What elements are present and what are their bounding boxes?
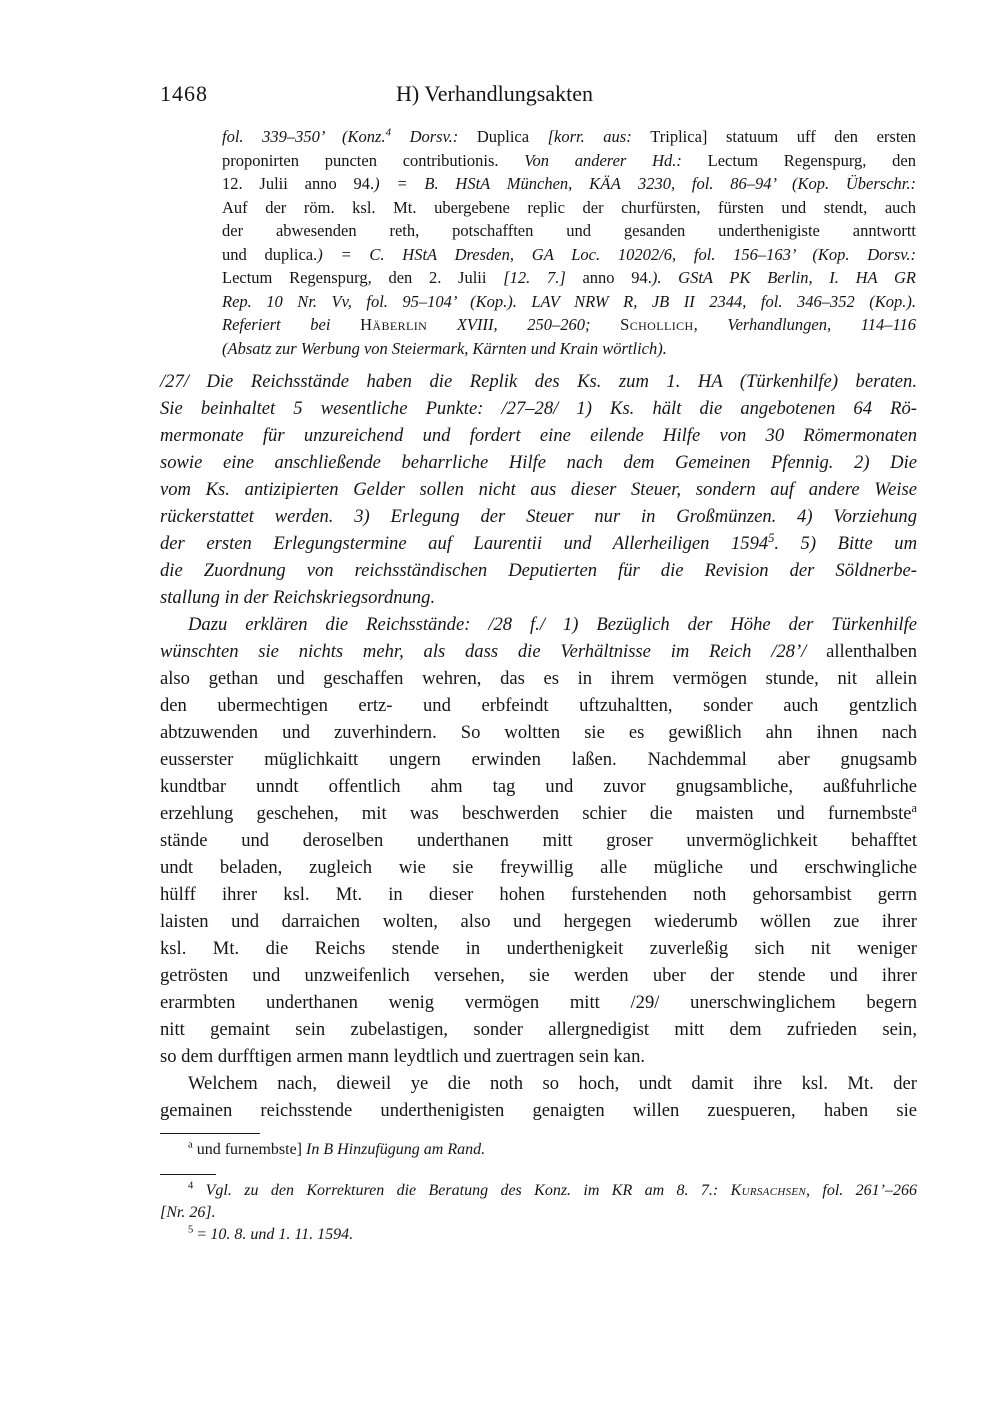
text-segment: Häberlin (360, 315, 428, 334)
text-line (160, 1016, 917, 1043)
text-segment: ksl. Mt. die Reichs stende in underthenigkeit zuverleßig sich nit weniger (160, 938, 917, 959)
text-line (160, 1224, 917, 1246)
text-segment: getrösten und unzweifenlich versehen, sie werden uber der stende und ihrer (160, 965, 917, 986)
text-segment: ) = C. HStA Dresden, GA Loc. 10202/6, fol. 156–163’ (Kop. Dorsv.: (317, 244, 916, 264)
text-segment: sowie eine anschließende beharrliche Hilfe nach dem Gemeinen Pfennig. 2) Die (160, 452, 917, 473)
text-line (160, 827, 917, 854)
text-segment: Rep. 10 Nr. Vv, fol. 95–104’ (Kop.). LAV NRW R, JB II 2344, fol. 346–352 (Kop.). (222, 291, 916, 311)
text-segment: [Nr. 26]. (160, 1204, 216, 1221)
text-segment: eusserster müglichkaitt ungern erwinden laßen. Nachdemmal aber gnugsamb (160, 749, 917, 770)
text-line (160, 557, 917, 584)
text-segment: die Zuordnung von reichsständischen Deputierten für die Revision der Söldnerbe- (160, 560, 917, 581)
text-segment: hülff ihrer ksl. Mt. in dieser hohen furstehenden noth gehorsambist gerrn (160, 884, 917, 905)
text-segment: XVIII, 250–260; (427, 315, 621, 334)
text-segment: allenthalben (826, 641, 917, 662)
text-segment: ) = B. HStA München, (374, 174, 590, 193)
text-segment: statuum uff den ersten (725, 127, 916, 146)
text-line (160, 962, 917, 989)
footnote-separator (160, 1133, 260, 1134)
footnote-4 (160, 1180, 917, 1224)
text-line (160, 611, 917, 638)
editorial-summary (160, 368, 917, 611)
text-segment: Sie beinhaltet 5 wesentliche Punkte: /27–28/ 1) Ks. hält die angebotenen 64 Rö- (160, 398, 917, 419)
text-segment: den ubermechtigen ertz- und erbfeindt uftzuhaltten, sonder auch gentzlich (160, 695, 917, 716)
text-segment: vom Ks. antizipierten Gelder sollen nicht aus dieser Steuer, sondern auf andere Weise (160, 479, 917, 500)
text-segment: so dem durfftigen armen mann leydtlich und zuertragen sein kan. (160, 1046, 646, 1067)
text-line (222, 266, 916, 290)
text-line (160, 1070, 917, 1097)
text-segment: 12. Julii anno 94. (222, 174, 375, 193)
text-line (222, 219, 916, 243)
text-line (160, 881, 917, 908)
text-line (160, 692, 917, 719)
text-segment: 3230, fol. 86–94’ (Kop. Überschr.: (621, 174, 917, 193)
text-line (160, 908, 917, 935)
text-line (222, 125, 916, 149)
text-segment: . 5) Bitte um (774, 533, 917, 554)
footnotes (160, 1133, 917, 1246)
text-segment: rückerstattet werden. 3) Erlegung der Steuer nur in Großmünzen. 4) Vorziehung (160, 506, 917, 527)
text-line (160, 1139, 917, 1161)
text-line (222, 243, 916, 267)
text-segment: der abwesenden reth, potschafften und gesanden underthenigiste anntwortt (222, 221, 916, 240)
text-line (160, 449, 917, 476)
text-segment: Dazu erklären die Reichsstände: /28 f./ 1) Bezüglich der Höhe der Türkenhilfe (188, 614, 917, 635)
text-line (160, 395, 917, 422)
text-line (160, 476, 917, 503)
text-line (160, 1202, 917, 1224)
text-segment: Schollich (620, 315, 694, 334)
text-line (222, 149, 916, 173)
text-line (160, 530, 917, 557)
text-segment: also gethan und geschaffen wehren, das es in ihrem vermögen stunde, nit allein (160, 668, 917, 689)
text-line (160, 989, 917, 1016)
text-segment: [12. 7.] (503, 268, 583, 287)
text-line (222, 196, 916, 220)
text-segment: undt beladen, zugleich wie sie freywillig alle mügliche und erschwingliche (160, 857, 917, 878)
footnote-5 (160, 1224, 917, 1246)
text-segment: erarmbten underthanen wenig vermögen mitt /29/ unerschwinglichem begern (160, 992, 917, 1013)
text-segment: Duplica (476, 127, 548, 146)
text-line (160, 1043, 917, 1070)
text-segment: stände und deroselben underthanen mitt groser unvermöglichkeit behafftet (160, 830, 917, 851)
text-segment: a (188, 1139, 193, 1151)
text-segment: Lectum Regenspurg, den (707, 150, 916, 170)
text-segment: anno 94. (582, 268, 652, 287)
text-segment: [korr. aus: (547, 127, 651, 146)
text-segment: Von anderer Hd.: (524, 150, 708, 170)
footnote-separator-2 (160, 1174, 216, 1175)
text-line (160, 638, 917, 665)
text-line (222, 172, 916, 196)
text-segment: ). GStA PK Berlin, I. HA GR (651, 268, 916, 287)
text-segment: gemainen reichsstende underthenigisten genaigten willen zuespueren, haben sie (160, 1100, 917, 1121)
text-line (222, 290, 916, 314)
body-paragraph-2 (160, 1070, 917, 1124)
text-segment: = (193, 1226, 211, 1243)
text-line (160, 719, 917, 746)
text-segment: 4 (188, 1180, 194, 1192)
text-segment: (Absatz zur Werbung von Steiermark, Kärnten und Krain wörtlich). (222, 338, 667, 358)
text-line (160, 746, 917, 773)
text-segment: 5 (768, 530, 775, 545)
text-segment: KÄA (589, 174, 622, 193)
text-line (160, 1097, 917, 1124)
text-line (160, 854, 917, 881)
text-line (160, 935, 917, 962)
page-header (160, 80, 917, 107)
text-segment: nitt gemaint sein zubelastigen, sonder allergnedigist mitt dem zufrieden sein, (160, 1019, 917, 1040)
text-segment: /27/ Die Reichsstände haben die Replik des Ks. zum 1. HA (Türkenhilfe) beraten. (160, 371, 917, 392)
text-segment: 4 (385, 126, 392, 139)
text-segment (193, 1182, 205, 1199)
text-segment: mermonate für unzureichend und fordert eine eilende Hilfe von 30 Römermonaten (160, 425, 917, 446)
text-line (160, 773, 917, 800)
text-line (222, 337, 916, 361)
text-segment: In B Hinzufügung am Rand. (306, 1141, 486, 1158)
text-segment: Referiert bei (222, 315, 361, 334)
source-reference-block (222, 125, 916, 360)
text-segment: fol. 339–350’ (Konz. (222, 127, 386, 146)
text-segment: Kursachsen (730, 1182, 807, 1199)
text-line (160, 1180, 917, 1202)
text-segment: und duplica. (222, 244, 318, 264)
body-paragraph-1 (160, 611, 917, 1070)
text-segment: Triplica] (650, 127, 726, 146)
running-head: H) Verhandlungsakten (396, 81, 593, 106)
footnote-a (160, 1139, 917, 1161)
text-segment: wünschten sie nichts mehr, als dass die Verhältnisse im Reich /28’/ (160, 641, 827, 662)
text-segment: 10. 8. und 1. 11. 1594. (210, 1226, 354, 1243)
text-segment: , fol. 261’–266 (806, 1182, 918, 1199)
text-segment: Welchem nach, dieweil ye die noth so hoch, undt damit ihre ksl. Mt. der (188, 1073, 917, 1094)
page-number: 1468 (160, 81, 208, 106)
text-segment: abtzuwenden und zuverhindern. So woltten sie es gewißlich ahn ihnen nach (160, 722, 917, 743)
text-segment: a (911, 800, 917, 815)
text-line (160, 665, 917, 692)
text-segment: Lectum Regenspurg, den 2. Julii (222, 268, 504, 287)
text-line (160, 503, 917, 530)
text-segment: Dorsv.: (391, 127, 477, 146)
text-segment: stallung in der Reichskriegsordnung. (160, 587, 436, 608)
text-segment: und furnembste] (192, 1141, 306, 1158)
text-segment: kundtbar unndt offentlich ahm tag und zuvor gnugsambliche, außfuhrliche (160, 776, 917, 797)
text-line (160, 584, 917, 611)
text-segment: , Verhandlungen, 114–116 (693, 315, 917, 334)
text-segment: der ersten Erlegungstermine auf Laurentii und Allerheiligen 1594 (160, 533, 769, 554)
text-segment: Vgl. zu den Korrekturen die Beratung des Konz. im KR am 8. 7.: (205, 1182, 731, 1199)
text-segment: laisten und darraichen wolten, also und hergegen wiederumb wöllen zue ihrer (160, 911, 917, 932)
text-line (160, 368, 917, 395)
text-line (160, 422, 917, 449)
text-line (160, 800, 917, 827)
text-column (160, 80, 917, 1246)
text-segment: Auf der röm. ksl. Mt. ubergebene replic der churfürsten, fürsten und stendt, auch (222, 197, 916, 217)
text-segment: 5 (188, 1224, 194, 1236)
text-segment: erzehlung geschehen, mit was beschwerden schier die maisten und furnembste (160, 803, 912, 824)
text-line (222, 313, 916, 337)
text-segment: proponirten puncten contributionis. (222, 150, 525, 170)
